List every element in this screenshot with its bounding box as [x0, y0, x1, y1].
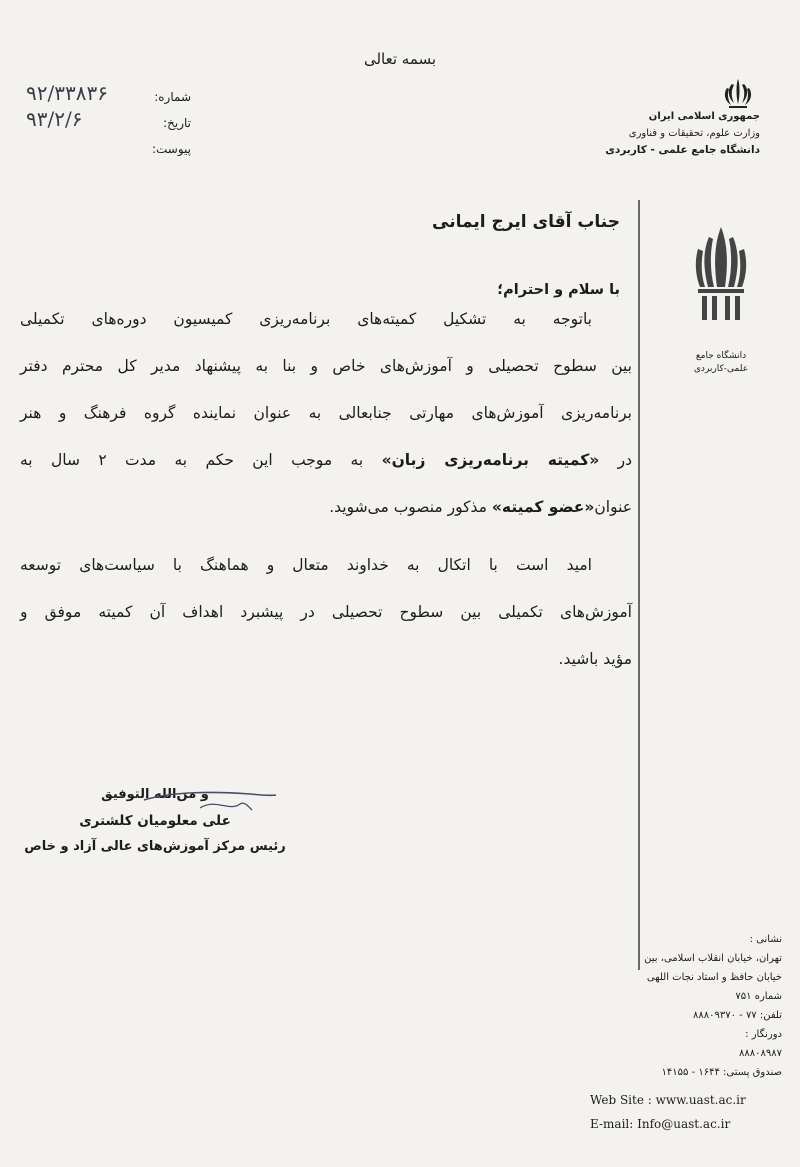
closing-phrase: و من‌الله التوفیق: [101, 787, 209, 802]
date-row: [26, 107, 191, 136]
basmala: بسمه تعالی: [363, 50, 437, 68]
university-logo-caption: [690, 350, 752, 376]
line4-pre: در: [599, 451, 632, 469]
website: Web Site : www.uast.ac.ir: [590, 1093, 746, 1107]
signatory-title: رئیس مرکز آموزش‌های عالی آزاد و خاص: [24, 839, 286, 854]
phone: تلفن: ۷۷ - ۸۸۸۰۹۳۷۰: [693, 1010, 782, 1021]
date-label: تاریخ:: [163, 116, 191, 130]
body-line-5: [20, 484, 632, 531]
attachment-label: پیوست:: [151, 142, 191, 156]
web-contact: [590, 1088, 790, 1136]
contact-info: [607, 930, 782, 1082]
signatory-name: علی معلومیان کلشتری: [79, 813, 231, 829]
logo-caption-line-2: علمی-کاربردی: [693, 364, 749, 374]
country-name: جمهوری اسلامی ایران: [648, 111, 760, 122]
attachment-row: [26, 136, 191, 162]
university-logo-icon: [692, 225, 750, 325]
number-label: شماره:: [154, 90, 191, 104]
letterhead: [560, 108, 760, 159]
line5-post: مذکور منصوب می‌شوید.: [329, 498, 492, 516]
university-name: دانشگاه جامع علمی - کاربردی: [605, 144, 760, 156]
body-line-3: برنامه‌ریزی آموزش‌های مهارتی جنابعالی به عنوان نماینده گروه فرهنگ و هنر: [20, 404, 632, 422]
body-line-8: مؤید باشید.: [558, 650, 632, 668]
number-value: ۹۲/۳۳۸۳۶: [26, 81, 108, 105]
committee-name: «کمیته برنامه‌ریزی زبان»: [381, 451, 600, 469]
greeting: با سلام و احترام؛: [497, 282, 620, 298]
body-line-1: باتوجه به تشکیل کمیته‌های برنامه‌ریزی کمیسیون دوره‌های تکمیلی: [20, 310, 592, 328]
body-line-7: آموزش‌های تکمیلی بین سطوح تحصیلی در پیشبرد اهداف آن کمیته موفق و: [20, 603, 632, 621]
fax-number: ۸۸۸۰۸۹۸۷: [739, 1048, 782, 1059]
ministry-name: وزارت علوم، تحقیقات و فناوری: [628, 128, 760, 139]
role-name: «عضو کمیته»: [491, 498, 595, 516]
letter-meta: [26, 81, 191, 162]
address-line-1: تهران، خیابان انقلاب اسلامی، بین: [644, 953, 782, 964]
margin-divider: [638, 200, 640, 970]
po-box: صندوق پستی: ۱۶۴۴ - ۱۴۱۵۵: [661, 1067, 782, 1078]
line5-pre: عنوان: [594, 498, 632, 516]
address-label: نشانی :: [749, 934, 782, 945]
logo-caption-line-1: دانشگاه جامع: [695, 351, 747, 361]
fax-label: دورنگار :: [745, 1029, 782, 1040]
iran-emblem-icon: [721, 76, 755, 110]
address-line-3: شماره ۷۵۱: [735, 991, 782, 1002]
address-line-2: خیابان حافظ و استاد نجات اللهی: [646, 972, 782, 983]
recipient: جناب آقای ایرج ایمانی: [432, 212, 620, 232]
handwritten-signature-icon: [140, 786, 280, 826]
date-value: ۹۳/۲/۶: [26, 107, 83, 131]
body-line-6: امید است با اتکال به خداوند متعال و هماهنگ با سیاست‌های توسعه: [20, 556, 592, 574]
letter-body: [20, 296, 632, 683]
line4-post: به موجب این حکم به مدت ۲ سال به: [20, 451, 382, 469]
body-line-2: بین سطوح تحصیلی و آموزش‌های خاص و بنا به پیشنهاد مدیر کل محترم دفتر: [20, 357, 632, 375]
email: E-mail: Info@uast.ac.ir: [590, 1117, 731, 1131]
body-line-4: [20, 437, 632, 484]
